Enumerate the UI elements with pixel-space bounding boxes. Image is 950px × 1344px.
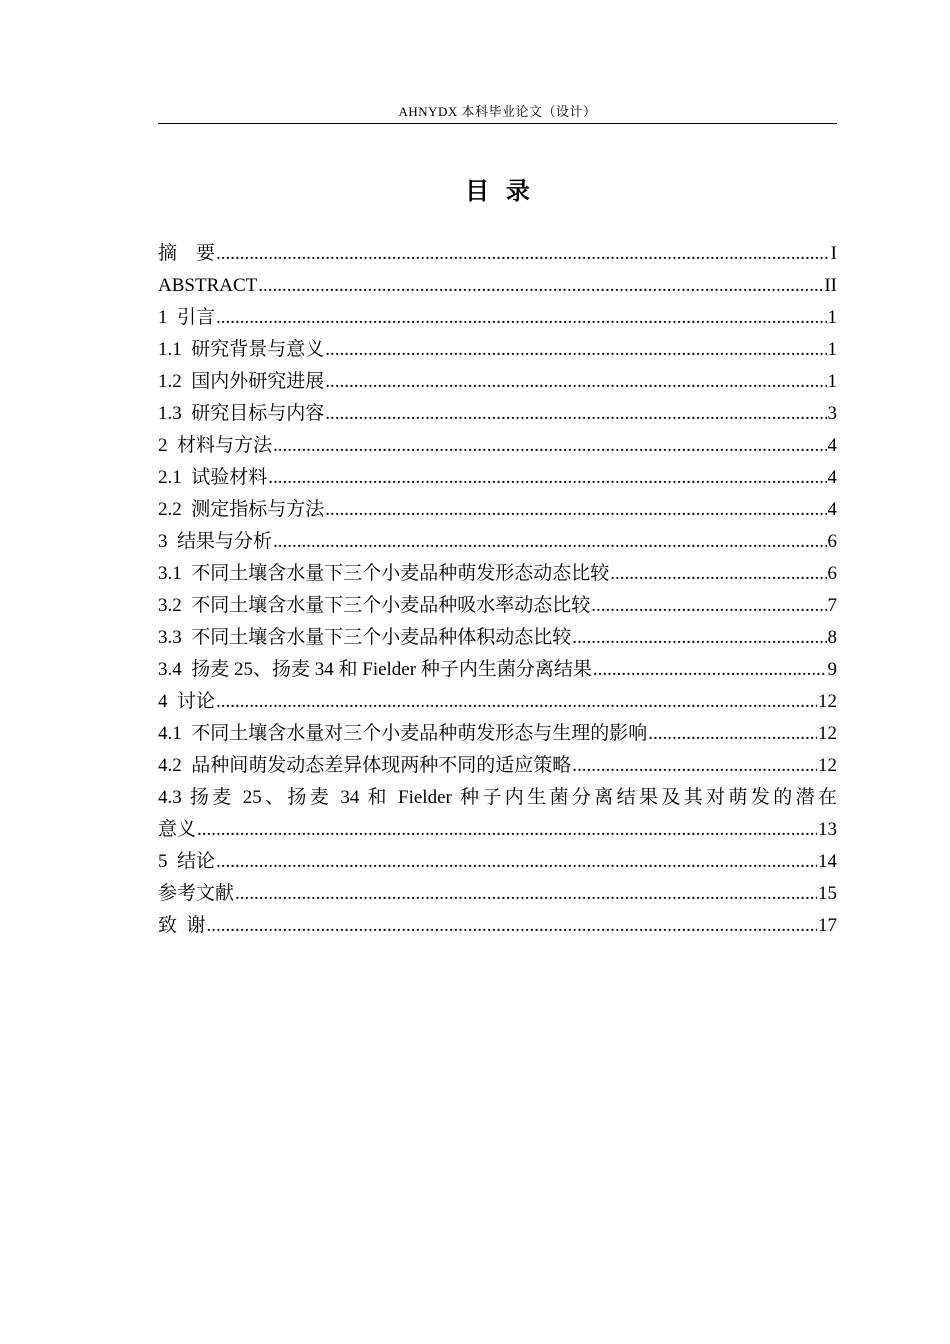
toc-entry-page: 6	[827, 531, 837, 552]
toc-entry[interactable]	[158, 590, 837, 622]
toc-leader-dots	[273, 430, 826, 462]
toc-entry-label: 2.1 试验材料	[158, 467, 268, 488]
toc-entry-page: 1	[827, 371, 837, 392]
toc-entry-label: 3.1 不同土壤含水量下三个小麦品种萌发形态动态比较	[158, 563, 610, 584]
toc-entry-label: 3.3 不同土壤含水量下三个小麦品种体积动态比较	[158, 627, 572, 648]
toc-leader-dots	[325, 366, 826, 398]
toc-entry-page: 1	[827, 307, 837, 328]
toc-entry-page: 13	[818, 819, 837, 840]
toc-entry-label: 5 结论	[158, 851, 216, 872]
toc-entry-page: I	[830, 243, 837, 264]
toc-leader-dots	[268, 462, 826, 494]
toc-leader-dots	[216, 302, 826, 334]
toc-entry-label: 4.2 品种间萌发动态差异体现两种不同的适应策略	[158, 755, 572, 776]
header-rule	[158, 123, 837, 124]
toc-leader-dots	[593, 654, 827, 686]
toc-entry-page: 4	[827, 499, 837, 520]
toc-leader-dots	[610, 558, 826, 590]
toc-entry-label: 参考文献	[158, 883, 235, 904]
toc-leader-dots	[572, 750, 817, 782]
toc-entry-page: 7	[827, 595, 837, 616]
toc-entry-label: 2 材料与方法	[158, 435, 273, 456]
toc-entry-label: ABSTRACT	[158, 275, 258, 296]
toc-entry-label: 1.2 国内外研究进展	[158, 371, 325, 392]
toc-entry-label: 1 引言	[158, 307, 216, 328]
toc-entry-page: 12	[818, 691, 837, 712]
toc-entry-page: 4	[827, 435, 837, 456]
toc-leader-dots	[648, 718, 817, 750]
toc-entry-page: 1	[827, 339, 837, 360]
toc-entry[interactable]	[158, 366, 837, 398]
toc-leader-dots	[325, 398, 826, 430]
toc-entry-label: 1.3 研究目标与内容	[158, 403, 325, 424]
toc-leader-dots	[216, 686, 817, 718]
toc-entry-label: 3.4 扬麦 25、扬麦 34 和 Fielder 种子内生菌分离结果	[158, 659, 592, 680]
toc-title: 目 录	[465, 177, 530, 205]
toc-entry[interactable]	[158, 654, 837, 686]
toc-entry[interactable]	[158, 238, 837, 270]
toc-leader-dots	[572, 622, 826, 654]
toc-entry-label: 2.2 测定指标与方法	[158, 499, 325, 520]
toc-entry[interactable]	[158, 494, 837, 526]
toc-entry-label: 致 谢	[158, 915, 206, 936]
toc-leader-dots	[197, 814, 817, 846]
toc-entry[interactable]	[158, 270, 837, 302]
toc-entry-page: 6	[827, 563, 837, 584]
toc-leader-dots	[207, 910, 817, 942]
toc-entry-label-line1: 4.3 扬麦 25、扬麦 34 和 Fielder 种子内生菌分离结果及其对萌发的潜在	[158, 787, 837, 808]
toc-entry-page: 12	[818, 755, 837, 776]
toc-entry[interactable]	[158, 910, 837, 942]
toc-entry-label-line2: 意义	[158, 819, 197, 840]
toc-entry[interactable]	[158, 622, 837, 654]
toc-entry[interactable]	[158, 398, 837, 430]
toc-entry[interactable]	[158, 878, 837, 910]
toc-entry[interactable]	[158, 334, 837, 366]
toc-entry-page: II	[824, 275, 837, 296]
toc-entry-label: 4 讨论	[158, 691, 216, 712]
toc-entry-label: 4.1 不同土壤含水量对三个小麦品种萌发形态与生理的影响	[158, 723, 648, 744]
toc-entry-label: 3 结果与分析	[158, 531, 273, 552]
toc-entry[interactable]	[158, 558, 837, 590]
toc-entry-page: 12	[818, 723, 837, 744]
table-of-contents	[158, 238, 837, 942]
toc-leader-dots	[273, 526, 826, 558]
toc-entry[interactable]	[158, 302, 837, 334]
toc-entry-label: 3.2 不同土壤含水量下三个小麦品种吸水率动态比较	[158, 595, 591, 616]
toc-entry[interactable]	[158, 526, 837, 558]
toc-entry[interactable]	[158, 686, 837, 718]
page-header: AHNYDX 本科毕业论文（设计）	[398, 104, 597, 119]
toc-entry-page: 8	[827, 627, 837, 648]
toc-entry[interactable]	[158, 750, 837, 782]
toc-leader-dots	[591, 590, 826, 622]
toc-entry-page: 9	[827, 659, 837, 680]
toc-entry-page: 17	[818, 915, 837, 936]
toc-entry-page: 15	[818, 883, 837, 904]
toc-entry-page: 3	[827, 403, 837, 424]
toc-entry-page: 14	[818, 851, 837, 872]
toc-entry-label: 1.1 研究背景与意义	[158, 339, 325, 360]
toc-entry[interactable]	[158, 430, 837, 462]
toc-leader-dots	[216, 238, 830, 270]
toc-leader-dots	[235, 878, 817, 910]
toc-leader-dots	[258, 270, 823, 302]
toc-entry[interactable]	[158, 718, 837, 750]
toc-leader-dots	[325, 334, 826, 366]
toc-entry-label: 摘 要	[158, 243, 216, 264]
toc-entry[interactable]	[158, 846, 837, 878]
toc-leader-dots	[325, 494, 826, 526]
toc-leader-dots	[216, 846, 817, 878]
toc-entry[interactable]	[158, 462, 837, 494]
toc-entry-page: 4	[827, 467, 837, 488]
toc-entry-4-3[interactable]	[158, 782, 837, 846]
